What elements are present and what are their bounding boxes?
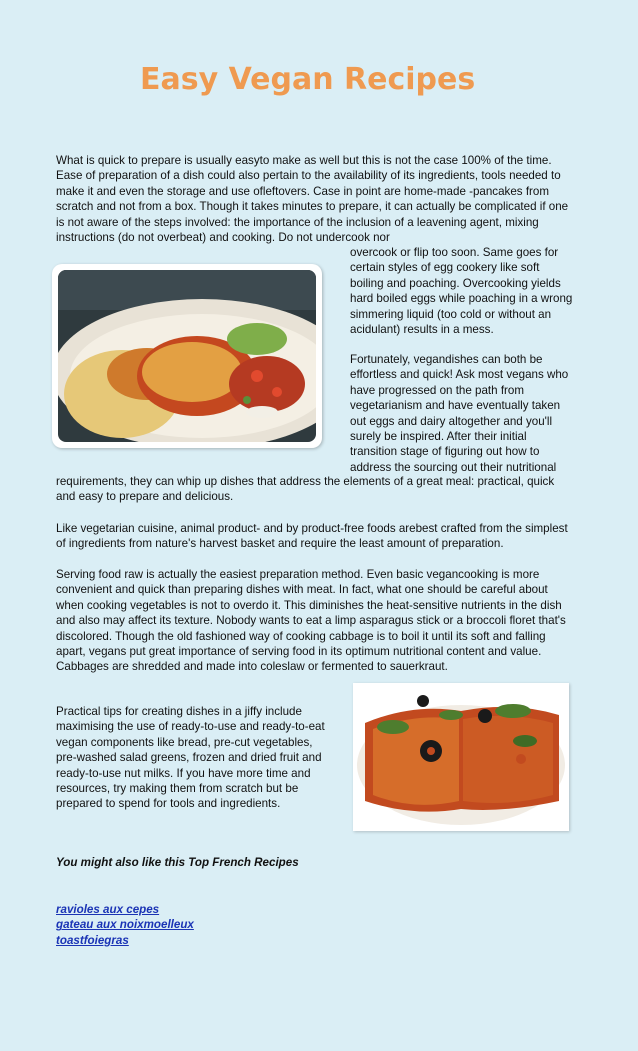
cuisine-paragraph: Like vegetarian cuisine, animal product- and by product-free foods arebest crafted from the simplest of ingredients from nature's harvest basket and require the least amount of preparation.	[56, 522, 568, 551]
side-paragraph-continued: requirements, they can whip up dishes that address the elements of a great meal: practical, quick and easy to prepare and delicious.	[56, 475, 555, 504]
side-paragraph-2: Fortunately, vegandishes can both be effortless and quick! Ask most vegans who have progressed on the path from vegetarianism and have eventually taken out eggs and dairy altogether and you'll surely be inspired. After their initial transition stage of figuring out how to address the sourcing out their nutritional	[350, 353, 569, 474]
also-like-heading: You might also like this Top French Recipes	[56, 856, 299, 869]
raw-food-paragraph: Serving food raw is actually the easiest preparation method. Even basic vegancooking is more convenient and quick than preparing dishes with meat. In fact, what one should be careful about when cooking vegetables is not to overdo it. This diminishes the heat-sensitive nutrients in the dish and also may affect its texture. Nobody wants to eat a limp asparagus stick or a broccoli floret that's discolored. Though the old fashioned way of cooking cabbage is to boil it until its soft and falling apart, vegans put great importance of serving food in its optimum nutritional content and value. Cabbages are shredded and made into coleslaw or fermented to sauerkraut.	[56, 568, 566, 674]
recipe-links	[56, 902, 194, 948]
page-title: Easy Vegan Recipes	[140, 62, 476, 97]
link-ravioles[interactable]: ravioles aux cepes	[56, 903, 160, 916]
intro-paragraph: What is quick to prepare is usually easyto make as well but this is not the case 100% of the time. Ease of preparation of a dish could also pertain to the availability of its ingredients, tools needed to make it and even the storage and use ofleftovers. Case in point are home-made -pancakes from scratch and not from a box. Though it takes minutes to prepare, it can actually be complicated if one is not aware of the steps involved: the importance of the inclusion of a leavening agent, mixing instructions (do not overbeat) and cooking. Do not undercook nor	[56, 154, 569, 245]
enchilada-photo	[353, 683, 569, 831]
link-gateau[interactable]: gateau aux noixmoelleux	[56, 918, 194, 932]
link-toastfoiegras[interactable]: toastfoiegras	[56, 933, 129, 947]
side-paragraph: overcook or flip too soon. Same goes for certain styles of egg cookery like soft boiling and poaching. Overcooking yields hard boiled eggs while poaching in a wrong simmering liquid (too cold or without an acidulant) results in a mess.	[350, 246, 573, 337]
burrito-photo	[52, 264, 322, 448]
tips-paragraph: Practical tips for creating dishes in a jiffy include maximising the use of ready-to-use and ready-to-eat vegan components like bread, pre-cut vegetables, pre-washed salad greens, frozen and dried fruit and ready-to-use nut milks. If you have more time and resources, try making them from scratch but be prepared to spend for tools and ingredients.	[56, 705, 325, 811]
